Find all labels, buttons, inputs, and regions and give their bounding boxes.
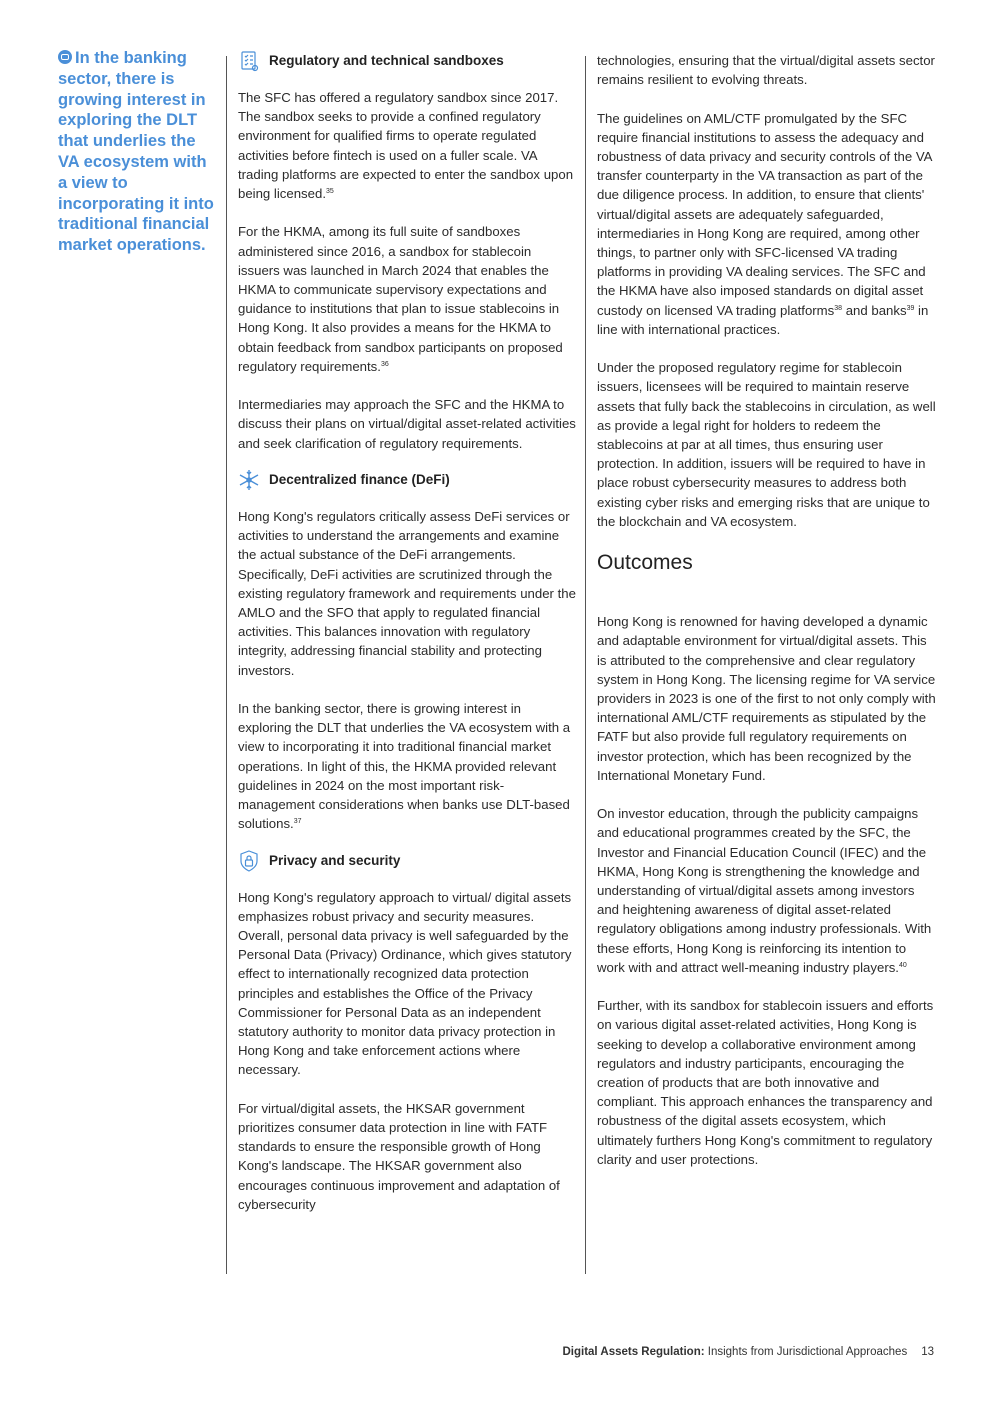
- paragraph-text: On investor education, through the publicity campaigns and educational programmes created by the SFC, the Investor and Financial Education Council (IFEC) and the HKMA, Hong Kong is strengthening the knowledge and understanding of virtual/digital assets among investors and heightening awareness of digital asset-related regulatory obligations among industry professionals. With these efforts, Hong Kong is reinforcing its intention to work with and attract well-meaning industry players.: [597, 806, 932, 975]
- footer-title: Insights from Jurisdictional Approaches: [704, 1346, 908, 1358]
- paragraph: [238, 699, 576, 833]
- outcomes-heading: Outcomes: [597, 551, 693, 575]
- paragraph: Hong Kong is renowned for having developed a dynamic and adaptable environment for virtual/digital assets. This is attributed to the comprehensive and clear regulatory system in Hong Kong. The licensing regime for VA service providers in 2023 is one of the first to not only comply with international AML/CTF requirements as stipulated by the FATF but also provide full regulatory requirements on investor protection, which has been recognized by the International Monetary Fund.: [597, 614, 936, 783]
- paragraph: [238, 88, 576, 203]
- page-number: 13: [921, 1346, 934, 1358]
- page-footer: [562, 1346, 934, 1358]
- paragraph: [238, 222, 576, 376]
- column-rule-left: [226, 56, 227, 1274]
- lock-shield-icon: [238, 850, 260, 872]
- footer-title-bold: Digital Assets Regulation:: [562, 1346, 705, 1358]
- paragraph: Under the proposed regulatory regime for stablecoin issuers, licensees will be required to maintain reserve assets that fully back the stablecoins in circulation, as well as provide a legal right for holders to redeem the stablecoins at par at all times, thus ensuring user protection. In addition, issuers will be required to have in place robust cybersecurity measures to address both existing cyber risks and emerging risks that are unique to the blockchain and VA ecosystem.: [597, 360, 936, 529]
- paragraph: Hong Kong's regulators critically assess DeFi services or activities to understand the arrangements and examine the actual substance of the DeFi arrangements. Specifically, DeFi activities are scrutinized through the existing regulatory framework and requirements under the AMLO and the SFO that apply to regulated financial activities. This balances innovation with regulatory integrity, addressing financial stability and protecting investors.: [238, 509, 576, 678]
- pull-quote-text: In the banking sector, there is growing interest in exploring the DLT that underlies the VA ecosystem with a view to incorporating it into traditional financial market operations.: [58, 49, 214, 255]
- paragraph: Intermediaries may approach the SFC and the HKMA to discuss their plans on virtual/digital asset-related activities and seek clarification of regulatory requirements.: [238, 397, 576, 451]
- section-heading-defi: [238, 469, 576, 491]
- footnote-ref: 39: [906, 304, 915, 312]
- section-heading-sandboxes: [238, 50, 576, 72]
- footnote-ref: 37: [293, 818, 302, 826]
- left-column: [238, 50, 576, 1233]
- paragraph-text: and banks: [842, 302, 907, 318]
- paragraph-text: The SFC has offered a regulatory sandbox since 2017. The sandbox seeks to provide a confined regulatory environment for qualified firms to operate regulated activities before fintech is used on a fuller scale. VA trading platforms are expected to enter the sandbox upon being licensed.: [238, 90, 574, 202]
- footnote-ref: 38: [834, 304, 843, 312]
- section-heading-privacy: [238, 850, 576, 872]
- paragraph: Hong Kong's regulatory approach to virtual/ digital assets emphasizes robust privacy and security measures. Overall, personal data privacy is well safeguarded by the Personal Data (Privacy) Ordinance, which gives statutory effect to internationally recognized data protection principles and establishes the Office of the Privacy Commissioner for Personal Data as an independent statutory authority to monitor data privacy protection in Hong Kong and take enforcement actions where necessary.: [238, 889, 572, 1078]
- section-title: Decentralized finance (DeFi): [269, 472, 450, 488]
- paragraph: For virtual/digital assets, the HKSAR government prioritizes consumer data protection in line with FATF standards to ensure the responsible growth of Hong Kong's landscape. The HKSAR government also encourages continuous improvement and adaptation of cybersecurity: [238, 1100, 560, 1212]
- quote-icon: [58, 50, 72, 64]
- paragraph: [597, 804, 937, 977]
- paragraph: [597, 109, 937, 339]
- footnote-ref: 35: [325, 188, 334, 196]
- paragraph: Further, with its sandbox for stablecoin issuers and efforts on various digital asset-related activities, Hong Kong is seeking to develop a collaborative environment among regulators and industry participants, encouraging the creation of products that are both innovative and compliant. This approach enhances the transparency and robustness of the digital assets ecosystem, which ultimately furthers Hong Kong's commitment to regulatory clarity and user protections.: [597, 998, 934, 1167]
- section-title: Privacy and security: [269, 853, 401, 869]
- section-title: Regulatory and technical sandboxes: [269, 53, 504, 69]
- paragraph-text: For the HKMA, among its full suite of sandboxes administered since 2016, a sandbox for stablecoin issuers was launched in March 2024 that enables the HKMA to communicate supervisory expectations and guidance to institutions that plan to issue stablecoins in Hong Kong. It also provides a means for the HKMA to obtain feedback from sandbox participants on proposed regulatory requirements.: [238, 224, 563, 374]
- footnote-ref: 40: [898, 961, 907, 969]
- paragraph-text: In the banking sector, there is growing interest in exploring the DLT that underlies the VA ecosystem with a view to incorporating it into traditional financial market operations. In light of this, the HKMA provided relevant guidelines in 2024 on the most important risk-management considerations when banks use DLT-based solutions.: [238, 701, 571, 832]
- right-column: [597, 51, 937, 1188]
- paragraph-text: The guidelines on AML/CTF promulgated by the SFC require financial institutions to assess the adequacy and robustness of data privacy and security controls of the VA transfer counterparty in the VA transaction as part of the due diligence process. In addition, to ensure that clients' virtual/digital assets are adequately safeguarded, intermediaries in Hong Kong are required, among other things, to partner only with SFC-licensed VA trading platforms in providing VA dealing services. The SFC and the HKMA have also imposed standards on digital asset custody on licensed VA trading platforms: [597, 110, 932, 318]
- pull-quote: [58, 48, 218, 256]
- column-rule-middle: [585, 56, 586, 1274]
- footnote-ref: 36: [380, 360, 389, 368]
- paragraph: technologies, ensuring that the virtual/digital assets sector remains resilient to evolving threats.: [597, 53, 935, 88]
- paragraph-text: in line with international practices.: [597, 302, 929, 337]
- document-checklist-icon: [238, 50, 260, 72]
- network-snowflake-icon: [238, 469, 260, 491]
